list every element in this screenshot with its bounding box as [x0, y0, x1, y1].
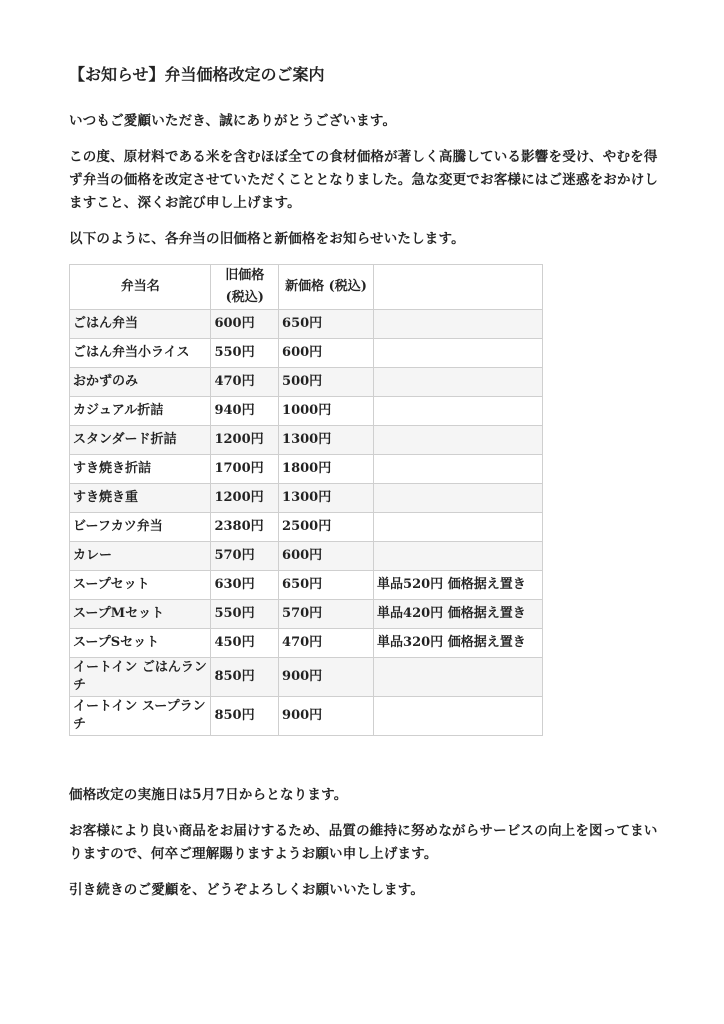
- bento-name-cell: スタンダード折詰: [70, 426, 211, 455]
- new-price-cell: 650円: [279, 571, 374, 600]
- header-bento-name: 弁当名: [70, 265, 211, 310]
- table-row: [70, 571, 543, 600]
- note-cell: 単品420円 価格据え置き: [374, 600, 543, 629]
- new-price-cell: 470円: [279, 629, 374, 658]
- note-cell: [374, 513, 543, 542]
- note-cell: [374, 339, 543, 368]
- old-price-cell: 630円: [211, 571, 279, 600]
- old-price-cell: 550円: [211, 600, 279, 629]
- new-price-cell: 900円: [279, 697, 374, 736]
- table-row: [70, 513, 543, 542]
- bento-name-cell: おかずのみ: [70, 368, 211, 397]
- bento-name-cell: イートイン ごはんランチ: [70, 658, 211, 697]
- commitment-paragraph: お客様により良い商品をお届けするため、品質の維持に努めながらサービスの向上を図ってまいりますので、何卒ご理解賜りますようお願い申し上げます。: [69, 823, 658, 862]
- section-spacer: [69, 736, 659, 784]
- notice-title: 【お知らせ】弁当価格改定のご案内: [69, 65, 325, 84]
- note-cell: [374, 310, 543, 339]
- new-price-cell: 570円: [279, 600, 374, 629]
- new-price-cell: 1000円: [279, 397, 374, 426]
- old-price-cell: 550円: [211, 339, 279, 368]
- table-row: [70, 600, 543, 629]
- bento-name-cell: ごはん弁当: [70, 310, 211, 339]
- notice-document: [69, 64, 659, 915]
- note-cell: [374, 697, 543, 736]
- old-price-cell: 1200円: [211, 484, 279, 513]
- old-price-cell: 1700円: [211, 455, 279, 484]
- bento-name-cell: ごはん弁当小ライス: [70, 339, 211, 368]
- old-price-cell: 850円: [211, 697, 279, 736]
- note-cell: [374, 658, 543, 697]
- bento-name-cell: すき焼き重: [70, 484, 211, 513]
- bento-name-cell: ビーフカツ弁当: [70, 513, 211, 542]
- table-row: [70, 310, 543, 339]
- table-row: [70, 658, 543, 697]
- bento-name-cell: スープセット: [70, 571, 211, 600]
- table-row: [70, 697, 543, 736]
- header-new-price: 新価格 (税込): [279, 265, 374, 310]
- table-row: [70, 484, 543, 513]
- greeting-paragraph: いつもご愛顧いただき、誠にありがとうございます。: [69, 113, 397, 129]
- note-cell: 単品320円 価格据え置き: [374, 629, 543, 658]
- note-cell: [374, 368, 543, 397]
- note-cell: [374, 426, 543, 455]
- bento-name-cell: カレー: [70, 542, 211, 571]
- price-table-header-row: [70, 265, 543, 310]
- new-price-cell: 2500円: [279, 513, 374, 542]
- new-price-cell: 600円: [279, 339, 374, 368]
- old-price-cell: 570円: [211, 542, 279, 571]
- bento-name-cell: スープMセット: [70, 600, 211, 629]
- bento-name-cell: カジュアル折詰: [70, 397, 211, 426]
- price-table: [69, 264, 543, 736]
- new-price-cell: 1300円: [279, 484, 374, 513]
- effective-date-paragraph: 価格改定の実施日は5月7日からとなります。: [69, 787, 348, 803]
- table-row: [70, 397, 543, 426]
- new-price-cell: 900円: [279, 658, 374, 697]
- old-price-cell: 450円: [211, 629, 279, 658]
- table-row: [70, 426, 543, 455]
- old-price-cell: 470円: [211, 368, 279, 397]
- new-price-cell: 500円: [279, 368, 374, 397]
- new-price-cell: 650円: [279, 310, 374, 339]
- note-cell: [374, 455, 543, 484]
- note-cell: [374, 397, 543, 426]
- bento-name-cell: イートイン スープランチ: [70, 697, 211, 736]
- new-price-cell: 1300円: [279, 426, 374, 455]
- header-old-price: 旧価格 (税込): [211, 265, 279, 310]
- intro-paragraph: 以下のように、各弁当の旧価格と新価格をお知らせいたします。: [69, 231, 465, 247]
- old-price-cell: 940円: [211, 397, 279, 426]
- note-cell: 単品520円 価格据え置き: [374, 571, 543, 600]
- table-row: [70, 339, 543, 368]
- old-price-cell: 1200円: [211, 426, 279, 455]
- note-cell: [374, 484, 543, 513]
- table-row: [70, 629, 543, 658]
- old-price-cell: 850円: [211, 658, 279, 697]
- old-price-cell: 600円: [211, 310, 279, 339]
- table-row: [70, 542, 543, 571]
- new-price-cell: 600円: [279, 542, 374, 571]
- bento-name-cell: スープSセット: [70, 629, 211, 658]
- header-note: [374, 265, 543, 310]
- bento-name-cell: すき焼き折詰: [70, 455, 211, 484]
- old-price-cell: 2380円: [211, 513, 279, 542]
- reason-paragraph: この度、原材料である米を含むほぼ全ての食材価格が著しく高騰している影響を受け、やむを得ず弁当の価格を改定させていただくこととなりました。急な変更でお客様にはご迷惑をおかけしますこと、深くお詫び申し上げます。: [69, 149, 659, 211]
- table-row: [70, 455, 543, 484]
- table-row: [70, 368, 543, 397]
- closing-paragraph: 引き続きのご愛顧を、どうぞよろしくお願いいたします。: [69, 882, 425, 898]
- note-cell: [374, 542, 543, 571]
- new-price-cell: 1800円: [279, 455, 374, 484]
